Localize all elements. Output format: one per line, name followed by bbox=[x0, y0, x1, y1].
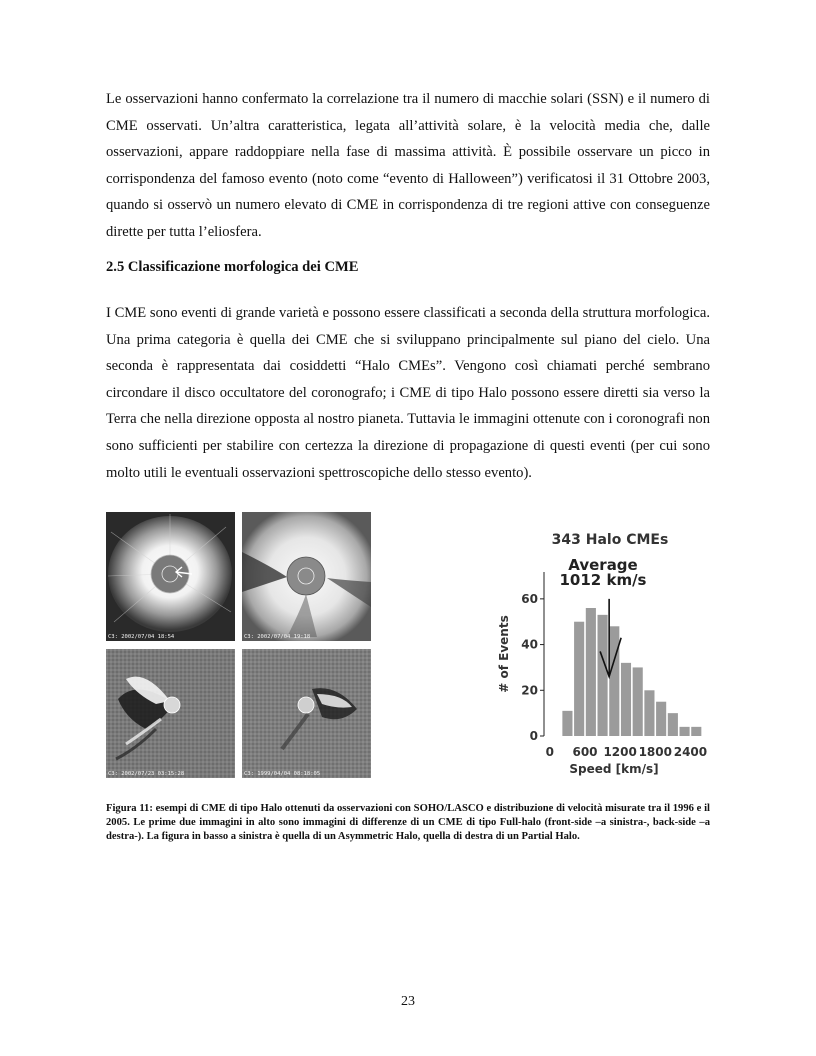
panel-timestamp: C3: 2002/07/23 03:15:28 bbox=[108, 771, 185, 777]
halo-image-back-side bbox=[242, 512, 371, 641]
average-annotation-label: Average bbox=[568, 556, 638, 574]
histogram-bar bbox=[609, 626, 619, 736]
panel-timestamp: C3: 2002/07/04 19:18 bbox=[244, 634, 311, 640]
histogram-bar bbox=[691, 727, 701, 736]
histogram-bar bbox=[574, 622, 584, 736]
histogram-bar bbox=[644, 690, 654, 736]
histogram-bar bbox=[680, 727, 690, 736]
histogram-bar bbox=[633, 667, 643, 736]
y-tick-label: 0 bbox=[529, 729, 538, 743]
y-tick-label: 20 bbox=[521, 683, 538, 698]
halo-image-asymmetric bbox=[106, 649, 235, 778]
x-tick-label: 0 bbox=[545, 745, 555, 759]
x-tick-label: 600 bbox=[572, 745, 598, 759]
average-annotation-value: 1012 km/s bbox=[559, 571, 647, 589]
histogram-bar bbox=[668, 713, 678, 736]
paragraph-2: I CME sono eventi di grande varietà e possono essere classificati a seconda della struttura morfologica. Una prima categoria è quella dei CME che si sviluppano principalmente sul piano del cielo. Una seconda è rappresentata dai cosiddetti “Halo CMEs”. Vengono così chiamati perché sembrano circondare il disco occultatore del coronografo; i CME di tipo Halo possono essere diretti sia verso la Terra che nella direzione opposta al nostro pianeta. Tuttavia le immagini ottenute con i coronografi non sono sufficienti per stabilire con certezza la direzione di propagazione di questi eventi (per cui sono molto utili le eventuali osservazioni spettroscopiche dello stesso evento). bbox=[106, 305, 710, 481]
histogram-bar bbox=[621, 663, 631, 736]
figure-caption: Figura 11: esempi di CME di tipo Halo ottenuti da osservazioni con SOHO/LASCO e distribuzione di velocità misurate tra il 1996 e il 2005. Le prime due immagini in alto sono immagini di differenze di un CME di tipo Full-halo (front-side –a sinistra-, back-side –a destra-). La figura in basso a sinistra è quella di un Asymmetric Halo, quella di destra di un Partial Halo. bbox=[106, 803, 710, 843]
y-tick-label: 40 bbox=[521, 637, 538, 652]
page-number: 23 bbox=[401, 994, 415, 1009]
halo-speed-histogram bbox=[494, 522, 714, 780]
section-heading: 2.5 Classificazione morfologica dei CME bbox=[106, 259, 359, 275]
y-tick-label: 60 bbox=[521, 591, 538, 606]
histogram-bar bbox=[562, 711, 572, 736]
x-tick-label: 1800 bbox=[638, 745, 672, 759]
y-axis-label: # of Events bbox=[497, 615, 511, 693]
chart-title: 343 Halo CMEs bbox=[551, 532, 669, 548]
paragraph-1: Le osservazioni hanno confermato la correlazione tra il numero di macchie solari (SSN) e il numero di CME osservati. Un’altra caratteristica, legata all’attività solare, è la velocità media che, dalle osservazioni, appare raddoppiare nella fase di massima attività. È possibile osservare un picco in corrispondenza del famoso evento (noto come “evento di Halloween”) verificatosi il 31 Ottobre 2003, quando si osservò un numero elevato di CME in corrispondenza di tre regioni attive con conseguenze dirette per tutta l’eliosfera. bbox=[106, 91, 710, 240]
x-axis-label: Speed [km/s] bbox=[569, 762, 659, 776]
histogram-bar bbox=[598, 615, 608, 736]
histogram-bar bbox=[656, 702, 666, 736]
x-tick-label: 1200 bbox=[603, 745, 637, 759]
halo-image-partial bbox=[242, 649, 371, 778]
histogram-bar bbox=[586, 608, 596, 736]
panel-timestamp: C3: 2002/07/04 18:54 bbox=[108, 634, 175, 640]
x-tick-label: 2400 bbox=[673, 745, 708, 759]
panel-timestamp: C3: 1999/04/04 08:18:05 bbox=[244, 771, 321, 777]
halo-image-front-side bbox=[106, 512, 235, 641]
